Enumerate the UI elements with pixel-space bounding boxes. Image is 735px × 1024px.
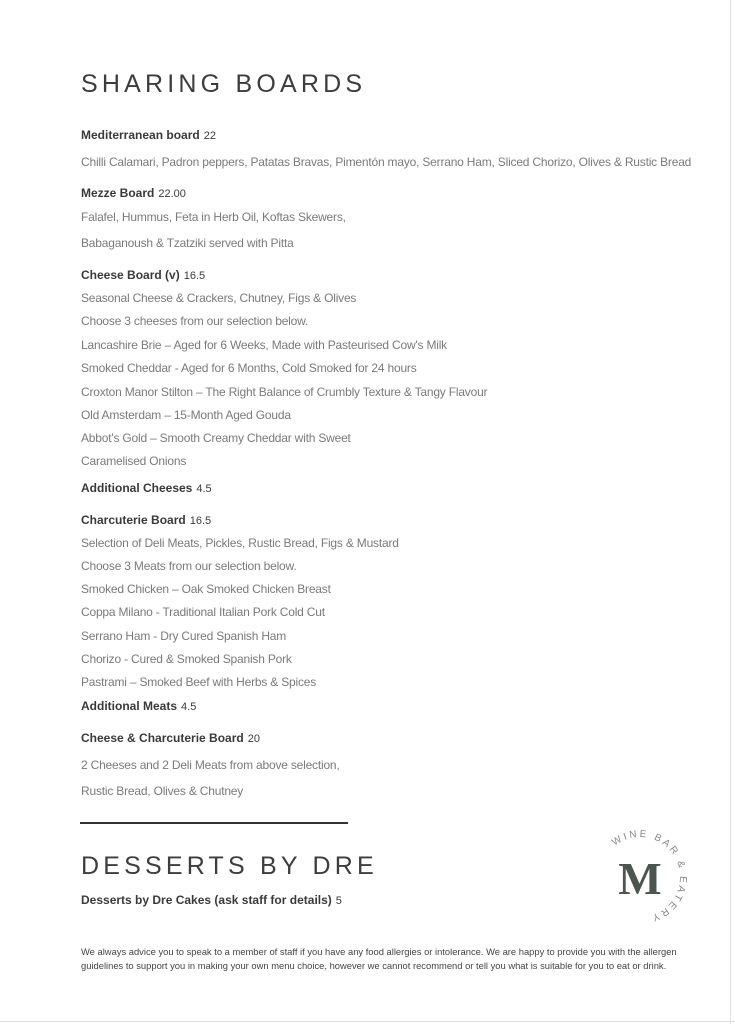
sharing-boards-heading: SHARING BOARDS xyxy=(81,70,367,98)
page-bottom-edge xyxy=(0,1021,735,1022)
menu-item-description: Seasonal Cheese & Crackers, Chutney, Figs & Olives xyxy=(81,291,357,305)
menu-item-description: Smoked Chicken – Oak Smoked Chicken Breast xyxy=(81,582,331,596)
menu-item-description: Falafel, Hummus, Feta in Herb Oil, Koftas Skewers, xyxy=(81,210,346,224)
item-name: Cheese & Charcuterie Board xyxy=(81,731,244,745)
menu-item-description: 2 Cheeses and 2 Deli Meats from above selection, xyxy=(81,758,340,772)
menu-item-title xyxy=(81,268,205,282)
menu-item-description: Caramelised Onions xyxy=(81,454,187,468)
menu-item-description: Abbot's Gold – Smooth Creamy Cheddar with Sweet xyxy=(81,431,351,445)
item-price: 16.5 xyxy=(189,515,212,527)
menu-item-description: Chorizo - Cured & Smoked Spanish Pork xyxy=(81,652,292,666)
menu-item-title xyxy=(81,699,196,713)
item-name: Mediterranean board xyxy=(81,128,200,142)
menu-item-description: Smoked Cheddar - Aged for 6 Months, Cold Smoked for 24 hours xyxy=(81,361,417,375)
dessert-name: Desserts by Dre Cakes (ask staff for details) xyxy=(81,893,332,907)
dessert-price: 5 xyxy=(335,895,342,907)
dessert-item xyxy=(81,893,342,907)
menu-item-title xyxy=(81,731,260,745)
menu-item-description: Selection of Deli Meats, Pickles, Rustic Bread, Figs & Mustard xyxy=(81,536,399,550)
svg-text:WINE BAR & EATERY: WINE BAR & EATERY xyxy=(610,828,689,924)
item-price: 16.5 xyxy=(183,270,206,282)
menu-item-title xyxy=(81,513,211,527)
menu-item-description: Croxton Manor Stilton – The Right Balance of Crumbly Texture & Tangy Flavour xyxy=(81,385,488,399)
item-name: Charcuterie Board xyxy=(81,513,186,527)
desserts-heading: DESSERTS BY DRE xyxy=(81,852,378,880)
menu-item-description: Serrano Ham - Dry Cured Spanish Ham xyxy=(81,629,287,643)
section-divider xyxy=(80,822,348,824)
wine-bar-logo xyxy=(585,822,695,932)
menu-item-title xyxy=(81,128,216,142)
menu-item-description: Old Amsterdam – 15-Month Aged Gouda xyxy=(81,408,291,422)
menu-item-description: Coppa Milano - Traditional Italian Pork Cold Cut xyxy=(81,605,325,619)
item-name: Cheese Board (v) xyxy=(81,268,180,282)
menu-item-description: Choose 3 cheeses from our selection below. xyxy=(81,314,309,328)
item-price: 22.00 xyxy=(158,188,186,200)
menu-item-description: Lancashire Brie – Aged for 6 Weeks, Made with Pasteurised Cow's Milk xyxy=(81,338,447,352)
menu-item-title xyxy=(81,481,212,495)
item-price: 20 xyxy=(247,733,260,745)
allergen-notice: We always advice you to speak to a member of staff if you have any food allergies or intolerance. We are happy to provide you with the allergen guidelines to support you in making your own menu choice, however we cannot recommend or tell you what is suitable for you to eat or drink. xyxy=(81,946,677,971)
item-price: 4.5 xyxy=(196,483,212,495)
item-price: 4.5 xyxy=(181,701,197,713)
item-name: Mezze Board xyxy=(81,186,155,200)
menu-item-title xyxy=(81,186,186,200)
menu-item-description: Chilli Calamari, Padron peppers, Patatas Bravas, Pimentón mayo, Serrano Ham, Sliced Chorizo, Olives & Rustic Bread xyxy=(81,155,692,169)
item-name: Additional Meats xyxy=(81,699,178,713)
page-edge xyxy=(730,0,731,1024)
menu-item-description: Choose 3 Meats from our selection below. xyxy=(81,559,297,573)
menu-item-description: Pastrami – Smoked Beef with Herbs & Spices xyxy=(81,675,317,689)
svg-text:M: M xyxy=(618,853,662,904)
menu-item-description: Rustic Bread, Olives & Chutney xyxy=(81,784,244,798)
item-price: 22 xyxy=(203,130,216,142)
menu-item-description: Babaganoush & Tzatziki served with Pitta xyxy=(81,236,294,250)
item-name: Additional Cheeses xyxy=(81,481,193,495)
